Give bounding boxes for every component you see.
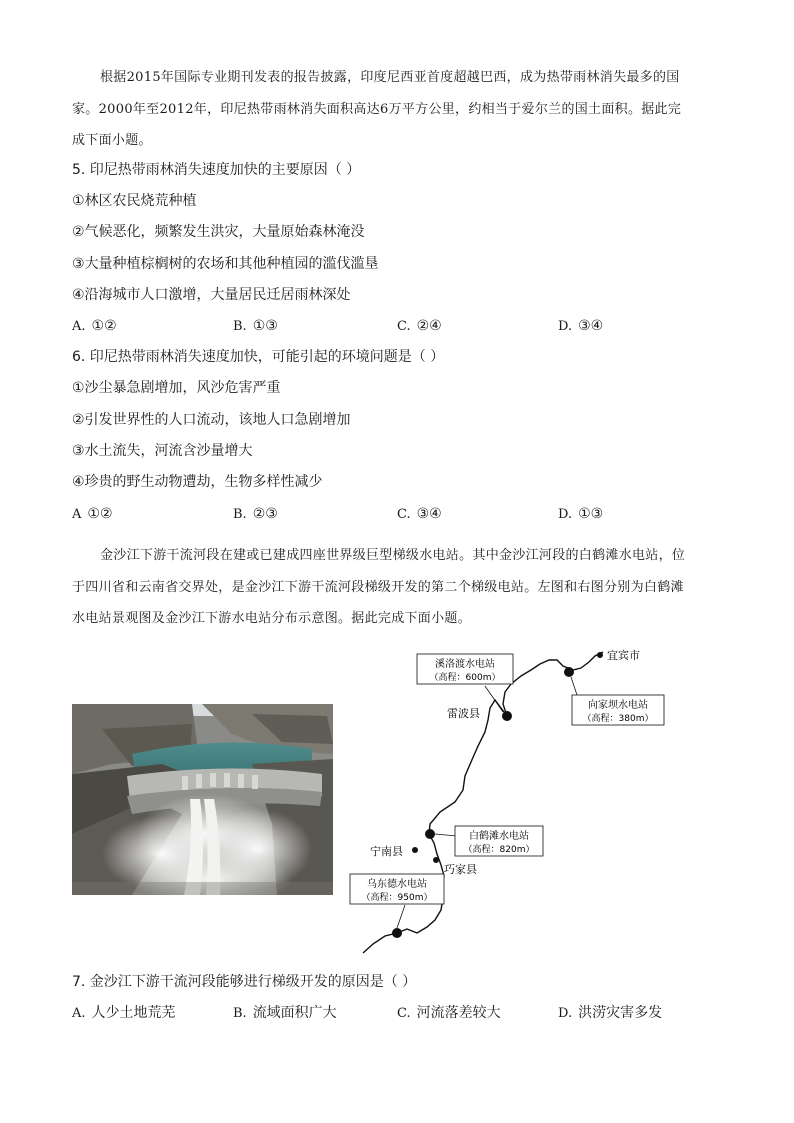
- baihetan-station-dot: [425, 829, 435, 839]
- svg-text:溪洛渡水电站: 溪洛渡水电站: [435, 659, 495, 670]
- option-a[interactable]: A. ①②: [72, 318, 117, 334]
- svg-text:（高程：950m）: （高程：950m）: [361, 893, 433, 903]
- option-b[interactable]: B. ①③: [233, 318, 278, 334]
- question-7-stem: 7. 金沙江下游干流河段能够进行梯级开发的原因是（ ）: [72, 974, 417, 990]
- place-qiaojia: 巧家县: [444, 863, 477, 876]
- option-c[interactable]: C. ③④: [397, 506, 442, 522]
- passage-indonesia: [72, 62, 722, 157]
- option-a[interactable]: A. 人少土地荒芜: [72, 1005, 176, 1021]
- place-yibin: 宜宾市: [607, 649, 640, 662]
- wudongde-label: [350, 874, 444, 904]
- passage-line: 金沙江下游干流河段在建或已建成四座世界级巨型梯级水电站。其中金沙江河段的白鹤滩水电站，位: [100, 548, 686, 563]
- baihetan-label: [455, 826, 543, 856]
- option-a[interactable]: A ①②: [72, 506, 113, 522]
- yibin-dot: [597, 652, 603, 658]
- svg-text:（高程：380m）: （高程：380m）: [582, 714, 654, 724]
- question-6-options: [72, 504, 712, 524]
- hydropower-map: [345, 640, 690, 960]
- question-5-stem: 5. 印尼热带雨林消失速度加快的主要原因（ ）: [72, 162, 361, 178]
- qiaojia-dot: [433, 857, 439, 863]
- dam-photo-drawing: [72, 704, 333, 895]
- question-5-item: ④沿海城市人口激增，大量居民迁居雨林深处: [72, 287, 351, 303]
- xiluodu-station-dot: [502, 711, 512, 721]
- place-leibo: 雷波县: [447, 707, 480, 720]
- svg-text:（高程：820m）: （高程：820m）: [463, 845, 535, 855]
- passage-line: 根据2015年国际专业期刊发表的报告披露，印度尼西亚首度超越巴西，成为热带雨林消失最多的国: [100, 70, 680, 85]
- wudongde-station-dot: [392, 928, 402, 938]
- question-5-item: ①林区农民烧荒种植: [72, 193, 197, 209]
- question-6-stem: 6. 印尼热带雨林消失速度加快，可能引起的环境问题是（ ）: [72, 349, 445, 365]
- passage-line: 成下面小题。: [72, 133, 152, 148]
- place-ningnan: 宁南县: [370, 845, 403, 858]
- option-d[interactable]: D. ③④: [558, 318, 604, 334]
- xiangjiaba-label: [572, 695, 664, 725]
- option-d[interactable]: D. 洪涝灾害多发: [558, 1005, 663, 1021]
- svg-text:向家坝水电站: 向家坝水电站: [588, 700, 648, 711]
- question-6-item: ③水土流失，河流含沙量增大: [72, 443, 253, 459]
- svg-text:乌东德水电站: 乌东德水电站: [367, 879, 427, 890]
- question-6-item: ②引发世界性的人口流动，该地人口急剧增加: [72, 412, 351, 428]
- passage-jinsha: [72, 540, 722, 635]
- xiangjiaba-station-dot: [564, 667, 574, 677]
- ningnan-dot: [412, 847, 418, 853]
- jinsha-river: [363, 652, 603, 953]
- svg-text:（高程：600m）: （高程：600m）: [429, 673, 501, 683]
- svg-text:白鹤滩水电站: 白鹤滩水电站: [469, 831, 529, 842]
- passage-line: 家。2000年至2012年，印尼热带雨林消失面积高达6万平方公里，约相当于爱尔兰的国土面积。据此完: [72, 101, 682, 117]
- question-6-item: ①沙尘暴急剧增加，风沙危害严重: [72, 380, 281, 396]
- question-5-options: [72, 316, 712, 336]
- xiluodu-label: [417, 654, 513, 684]
- question-6-item: ④珍贵的野生动物遭劫，生物多样性减少: [72, 474, 323, 490]
- question-5-item: ③大量种植棕榈树的农场和其他种植园的滥伐滥垦: [72, 256, 379, 272]
- option-b[interactable]: B. 流域面积广大: [233, 1005, 337, 1021]
- question-5-item: ②气候恶化，频繁发生洪灾，大量原始森林淹没: [72, 224, 365, 240]
- question-7-options: [72, 1003, 712, 1023]
- option-b[interactable]: B. ②③: [233, 506, 278, 522]
- dam-photo: [72, 704, 333, 895]
- option-d[interactable]: D. ①③: [558, 506, 604, 522]
- passage-line: 水电站景观图及金沙江下游水电站分布示意图。据此完成下面小题。: [72, 611, 472, 626]
- option-c[interactable]: C. ②④: [397, 318, 442, 334]
- passage-line: 于四川省和云南省交界处，是金沙江下游干流河段梯级开发的第二个梯级电站。左图和右图分别为白鹤滩: [72, 579, 684, 595]
- option-c[interactable]: C. 河流落差较大: [397, 1005, 501, 1021]
